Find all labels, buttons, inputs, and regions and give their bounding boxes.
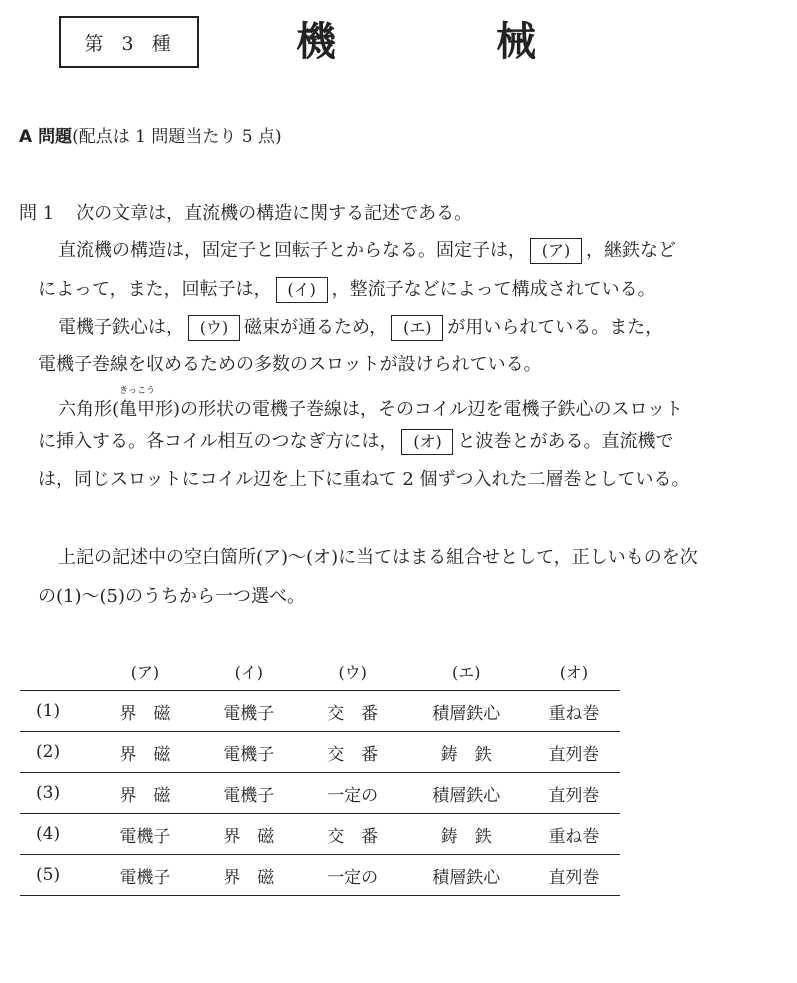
body-line-5	[58, 386, 684, 424]
question-intro: 次の文章は，直流機の構造に関する記述である。	[76, 203, 473, 224]
body-text: 磁束が通るため，	[244, 317, 388, 338]
table-cell: 直列巻	[528, 855, 620, 896]
ruby-reading: きっこう	[119, 386, 156, 396]
blank-d-box: (エ)	[391, 315, 443, 341]
table-cell: 電機子	[197, 732, 301, 773]
section-label: A 問題	[19, 127, 73, 147]
table-cell: 鋳 鉄	[405, 814, 528, 855]
table-cell: 界 磁	[93, 773, 197, 814]
table-cell: 電機子	[197, 691, 301, 732]
table-cell: 界 磁	[197, 855, 301, 896]
body-text: と波巻とがある。直流機で	[457, 431, 674, 452]
table-row	[20, 814, 620, 855]
instruction-line-1	[58, 544, 698, 572]
table-cell: 交 番	[301, 732, 405, 773]
subject-char-2: 械	[496, 19, 536, 65]
header-cell-c: (ウ)	[338, 662, 367, 682]
ruby-term	[119, 386, 156, 424]
body-text: は，同じスロットにコイル辺を上下に重ねて 2 個ずつ入れた二層巻としている。	[38, 469, 690, 490]
body-line-2	[38, 276, 656, 304]
category-box	[59, 16, 199, 68]
subject-title	[296, 14, 536, 70]
header-cell-a: (ア)	[130, 662, 160, 682]
body-text: ，継鉄など	[586, 240, 676, 261]
ruby-base: 亀甲	[119, 399, 156, 420]
table-cell: 積層鉄心	[405, 773, 528, 814]
table-cell: 鋳 鉄	[405, 732, 528, 773]
table-row	[20, 855, 620, 896]
table-cell: 一定の	[301, 855, 405, 896]
blank-c-box: (ウ)	[188, 315, 240, 341]
header-cell-b: (イ)	[234, 662, 264, 682]
question-intro-line	[19, 200, 472, 228]
header-cell-e: (オ)	[559, 662, 589, 682]
choice-number: (1)	[20, 691, 93, 732]
category-label: 第 3 種	[84, 32, 174, 55]
table-cell: 一定の	[301, 773, 405, 814]
blank-a-box: (ア)	[530, 238, 582, 264]
table-cell: 積層鉄心	[405, 691, 528, 732]
body-text: に挿入する。各コイル相互のつなぎ方には，	[38, 431, 398, 452]
body-text: ，整流子などによって構成されている。	[331, 279, 656, 300]
body-text: 電機子鉄心は，	[58, 317, 184, 338]
instruction-line-2	[38, 583, 305, 611]
table-row	[20, 691, 620, 732]
table-cell: 界 磁	[93, 732, 197, 773]
body-line-6	[38, 428, 673, 456]
table-cell: 界 磁	[197, 814, 301, 855]
table-cell: 重ね巻	[528, 691, 620, 732]
section-heading	[19, 124, 282, 150]
question-number: 問 1	[19, 203, 55, 224]
answer-choices-table	[20, 652, 620, 896]
body-text: 六角形(	[58, 399, 120, 420]
choice-number: (4)	[20, 814, 93, 855]
body-line-4	[38, 351, 542, 379]
table-cell: 交 番	[301, 691, 405, 732]
blank-e-box: (オ)	[401, 429, 453, 455]
choice-number: (2)	[20, 732, 93, 773]
header-cell-blank	[20, 652, 93, 691]
table-header-row	[20, 652, 620, 691]
choice-number: (3)	[20, 773, 93, 814]
choice-number: (5)	[20, 855, 93, 896]
body-line-1	[58, 237, 676, 265]
table-cell: 直列巻	[528, 732, 620, 773]
body-text: 直流機の構造は，固定子と回転子とからなる。固定子は，	[58, 240, 526, 261]
table-cell: 電機子	[197, 773, 301, 814]
table-row	[20, 732, 620, 773]
body-text: によって，また，回転子は，	[38, 279, 272, 300]
body-text: 電機子巻線を収めるための多数のスロットが設けられている。	[38, 354, 542, 375]
body-text: 形)の形状の電機子巻線は，そのコイル辺を電機子鉄心のスロット	[155, 399, 684, 420]
body-text: が用いられている。また，	[447, 317, 664, 338]
table-cell: 電機子	[93, 814, 197, 855]
section-note: (配点は 1 問題当たり 5 点)	[72, 127, 282, 147]
body-line-3	[58, 314, 663, 342]
instruction-text: の(1)～(5)のうちから一つ選べ。	[38, 586, 305, 607]
subject-char-1: 機	[296, 19, 336, 65]
table-cell: 積層鉄心	[405, 855, 528, 896]
table-cell: 重ね巻	[528, 814, 620, 855]
instruction-text: 上記の記述中の空白箇所(ア)～(オ)に当てはまる組合せとして，正しいものを次	[58, 547, 698, 568]
table-row	[20, 773, 620, 814]
table-cell: 界 磁	[93, 691, 197, 732]
table-cell: 電機子	[93, 855, 197, 896]
blank-b-box: (イ)	[276, 277, 328, 303]
table-cell: 直列巻	[528, 773, 620, 814]
body-line-7	[38, 466, 690, 494]
table-cell: 交 番	[301, 814, 405, 855]
header-cell-d: (エ)	[452, 662, 481, 682]
